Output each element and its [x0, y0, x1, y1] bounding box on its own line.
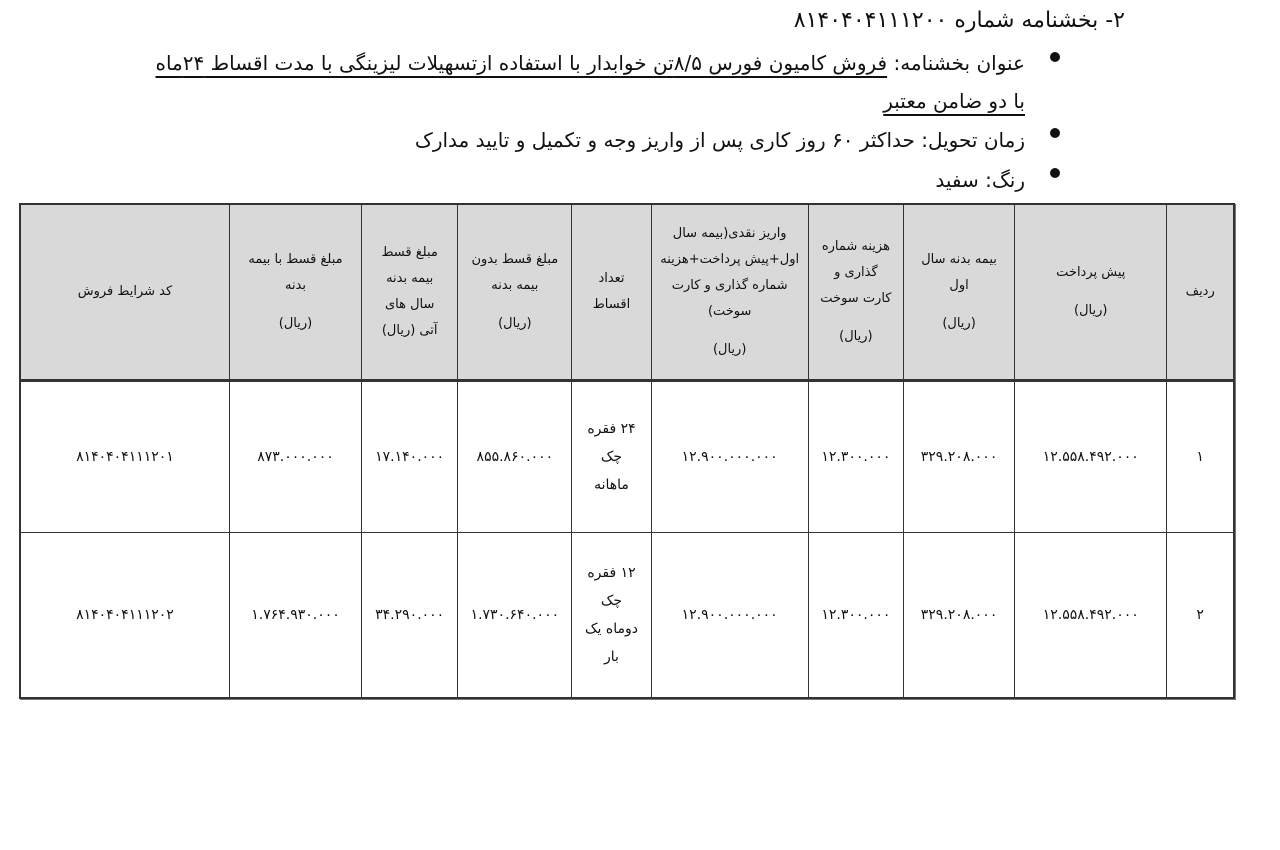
sales-terms-table: [19, 203, 1235, 699]
cell-body-insurance: ۳۲۹.۲۰۸.۰۰۰: [903, 532, 1014, 698]
bullet-dot-icon: [1050, 128, 1060, 138]
bullet-dot-icon: [1050, 52, 1060, 62]
header-line: بیمه بدنه: [386, 270, 434, 286]
installment-line: ۱۲ فقره: [587, 564, 636, 581]
header-line: شماره گذاری و کارت: [671, 277, 788, 293]
cell-plate-fee: ۱۲.۳۰۰.۰۰۰: [808, 532, 903, 698]
header-cell: [1167, 204, 1234, 380]
bullet-title: [145, 44, 1025, 120]
cell-row-no: ۲: [1167, 532, 1234, 698]
header-cell: [458, 204, 572, 380]
header-cell: [651, 204, 808, 380]
header-cell: [20, 204, 229, 380]
header-line: پیش پرداخت: [1056, 264, 1126, 280]
header-line: تعداد: [598, 270, 625, 286]
header-unit: (ریال): [942, 315, 976, 331]
header-line: آتی (ریال): [381, 322, 438, 338]
installment-line: ۲۴ فقره: [587, 420, 636, 437]
cell-installment-with-ins: ۸۷۳.۰۰۰.۰۰۰: [229, 380, 361, 532]
cell-installments: [572, 380, 651, 532]
installment-line: چک: [600, 448, 623, 465]
cell-cash-deposit: ۱۲.۹۰۰.۰۰۰.۰۰۰: [651, 532, 808, 698]
header-unit: (ریال): [498, 315, 532, 331]
header-line: مبلغ قسط: [381, 244, 438, 260]
header-unit: (ریال): [1074, 302, 1108, 318]
cell-body-insurance: ۳۲۹.۲۰۸.۰۰۰: [903, 380, 1014, 532]
header-unit: (ریال): [278, 315, 313, 331]
header-line: ردیف: [1185, 283, 1215, 299]
header-line: کارت سوخت: [820, 290, 892, 306]
header-line: مبلغ قسط بدون: [471, 251, 559, 267]
section-heading: ۲- بخشنامه شماره ۸۱۴۰۴۰۴۱۱۱۲۰۰: [793, 8, 1125, 33]
table-row: [20, 380, 1234, 532]
installment-line: دوماه یک: [585, 620, 638, 637]
cell-installment-no-ins: ۸۵۵.۸۶۰.۰۰۰: [458, 380, 572, 532]
header-line: هزینه شماره: [821, 238, 890, 254]
cell-down-payment: ۱۲.۵۵۸.۴۹۲.۰۰۰: [1015, 380, 1167, 532]
cell-sale-code: ۸۱۴۰۴۰۴۱۱۱۲۰۲: [20, 532, 229, 698]
header-line: کد شرایط فروش: [77, 283, 173, 299]
delivery-text: زمان تحویل: حداکثر ۶۰ روز کاری پس از واریز وجه و تکمیل و تایید مدارک: [414, 128, 1025, 152]
header-line: گذاری و: [834, 264, 878, 280]
header-line: بدنه: [284, 277, 306, 293]
header-unit: (ریال): [839, 328, 873, 344]
cell-installment-with-ins: ۱.۷۶۴.۹۳۰.۰۰۰: [229, 532, 361, 698]
header-cell: [229, 204, 361, 380]
bullet-dot-icon: [1050, 168, 1060, 178]
header-line: اول: [949, 277, 969, 293]
header-line: بیمه بدنه: [491, 277, 539, 293]
table-row: [20, 532, 1234, 698]
header-line: سوخت): [707, 303, 752, 319]
header-cell: [572, 204, 651, 380]
cell-plate-fee: ۱۲.۳۰۰.۰۰۰: [808, 380, 903, 532]
title-label: عنوان بخشنامه:: [887, 51, 1025, 75]
cell-installments: [572, 532, 651, 698]
header-cell: [1015, 204, 1167, 380]
bullet-delivery: [145, 120, 1025, 160]
header-line: اقساط: [592, 296, 631, 312]
installment-line: بار: [604, 648, 619, 665]
header-cell: [362, 204, 458, 380]
title-text: فروش کامیون فورس ۸/۵تن خوابدار با استفاده ازتسهیلات لیزینگی با مدت اقساط ۲۴ماه با دو ضامن معتبر: [155, 51, 1025, 113]
header-cell: [903, 204, 1014, 380]
installment-line: ماهانه: [594, 476, 629, 493]
header-line: اول+پیش پرداخت+هزینه: [660, 251, 800, 267]
info-bullets: [145, 48, 1025, 200]
header-line: واریز نقدی(بیمه سال: [672, 225, 787, 241]
cell-installment-no-ins: ۱.۷۳۰.۶۴۰.۰۰۰: [458, 532, 572, 698]
installment-line: چک: [600, 592, 623, 609]
header-cell: [808, 204, 903, 380]
header-line: سال های: [384, 296, 435, 312]
header-line: بیمه بدنه سال: [921, 251, 997, 267]
cell-installment-future-ins: ۳۴.۲۹۰.۰۰۰: [362, 532, 458, 698]
cell-row-no: ۱: [1167, 380, 1234, 532]
color-text: رنگ: سفید: [935, 168, 1025, 192]
header-unit: (ریال): [712, 341, 747, 357]
table-header-row: [20, 204, 1234, 380]
header-line: مبلغ قسط با بیمه: [248, 251, 343, 267]
cell-sale-code: ۸۱۴۰۴۰۴۱۱۱۲۰۱: [20, 380, 229, 532]
bullet-color: [145, 160, 1025, 200]
cell-installment-future-ins: ۱۷.۱۴۰.۰۰۰: [362, 380, 458, 532]
cell-down-payment: ۱۲.۵۵۸.۴۹۲.۰۰۰: [1015, 532, 1167, 698]
cell-cash-deposit: ۱۲.۹۰۰.۰۰۰.۰۰۰: [651, 380, 808, 532]
